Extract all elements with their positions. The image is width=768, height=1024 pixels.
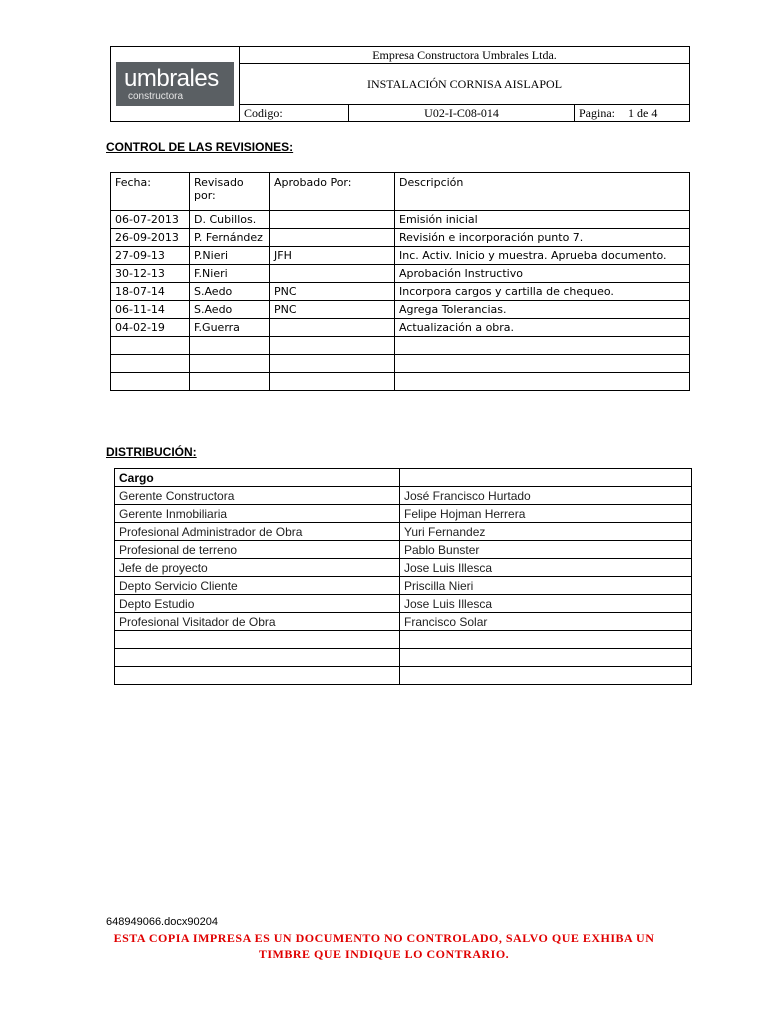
code-value: U02-I-C08-014 [349,105,575,122]
revisions-title: CONTROL DE LAS REVISIONES: [106,140,294,154]
distribution-cell: Profesional Administrador de Obra [115,523,400,541]
revision-cell: 06-07-2013 [111,211,190,229]
logo-sub: constructora [128,91,184,102]
table-row [111,247,690,265]
table-row [115,595,692,613]
table-row [115,577,692,595]
revision-cell: Agrega Tolerancias. [395,301,690,319]
revision-cell [395,373,690,391]
document-file-code: 648949066.docx90204 [106,916,218,928]
distribution-cell: Felipe Hojman Herrera [400,505,692,523]
distribution-cell: Yuri Fernandez [400,523,692,541]
distribution-cell: Pablo Bunster [400,541,692,559]
revision-cell [270,337,395,355]
revision-cell [270,319,395,337]
disclaimer-line-1: ESTA COPIA IMPRESA ES UN DOCUMENTO NO CONTROLADO, SALVO QUE EXHIBA UN [113,931,655,945]
table-row [115,505,692,523]
distribution-cell: Jose Luis Illesca [400,595,692,613]
distribution-header-row [115,469,692,487]
page-label: Pagina: [579,105,615,120]
revision-cell: P.Nieri [190,247,270,265]
revision-cell [270,373,395,391]
revision-cell [270,211,395,229]
logo-cell [111,47,240,122]
table-row [111,355,690,373]
revision-cell: P. Fernández [190,229,270,247]
distribution-title: DISTRIBUCIÓN: [106,445,197,459]
distribution-cell [400,649,692,667]
revision-header-cell: Aprobado Por: [270,173,395,211]
distribution-header-cell: Cargo [115,469,400,487]
table-row [115,667,692,685]
distribution-cell: Depto Servicio Cliente [115,577,400,595]
revision-cell: S.Aedo [190,301,270,319]
table-row [115,613,692,631]
company-name: Empresa Constructora Umbrales Ltda. [240,47,690,64]
table-row [111,265,690,283]
uncontrolled-copy-disclaimer [100,930,668,962]
revision-cell: F.Guerra [190,319,270,337]
code-label: Codigo: [240,105,349,122]
distribution-cell: Gerente Inmobiliaria [115,505,400,523]
revision-cell [190,337,270,355]
revisions-table [110,172,690,391]
revision-header-row [111,173,690,211]
table-row [115,487,692,505]
page-cell [575,105,690,122]
logo-brand: umbrales [124,65,219,92]
revision-cell: 18-07-14 [111,283,190,301]
revision-cell [270,229,395,247]
distribution-cell: Jose Luis Illesca [400,559,692,577]
table-row [115,649,692,667]
revision-header-cell: Descripción [395,173,690,211]
distribution-cell: Profesional Visitador de Obra [115,613,400,631]
table-row [111,229,690,247]
table-row [111,301,690,319]
revision-cell: Aprobación Instructivo [395,265,690,283]
distribution-cell [115,649,400,667]
distribution-cell [400,667,692,685]
revision-cell: 30-12-13 [111,265,190,283]
revision-cell: 06-11-14 [111,301,190,319]
revision-header-cell: Fecha: [111,173,190,211]
distribution-cell: Gerente Constructora [115,487,400,505]
table-row [115,559,692,577]
revision-cell [270,265,395,283]
page-value: 1 de 4 [628,105,658,120]
revision-cell: 26-09-2013 [111,229,190,247]
revision-cell [190,355,270,373]
revision-cell [111,337,190,355]
revision-cell [395,355,690,373]
revision-cell: Emisión inicial [395,211,690,229]
distribution-cell: Profesional de terreno [115,541,400,559]
distribution-cell [115,631,400,649]
revision-cell: Actualización a obra. [395,319,690,337]
table-row [111,283,690,301]
distribution-cell [115,667,400,685]
disclaimer-line-2: TIMBRE QUE INDIQUE LO CONTRARIO. [258,947,510,961]
distribution-header-cell [400,469,692,487]
distribution-cell [400,631,692,649]
revision-cell [270,355,395,373]
distribution-cell: José Francisco Hurtado [400,487,692,505]
revision-cell: Incorpora cargos y cartilla de chequeo. [395,283,690,301]
revision-cell [111,373,190,391]
revision-cell [111,355,190,373]
table-row [111,211,690,229]
distribution-table [114,468,692,685]
document-title: INSTALACIÓN CORNISA AISLAPOL [240,64,690,105]
table-row [111,319,690,337]
revision-cell: F.Nieri [190,265,270,283]
distribution-cell: Francisco Solar [400,613,692,631]
revision-cell: JFH [270,247,395,265]
distribution-cell: Jefe de proyecto [115,559,400,577]
revision-cell: 04-02-19 [111,319,190,337]
revision-header-cell: Revisado por: [190,173,270,211]
revision-cell: S.Aedo [190,283,270,301]
table-row [115,523,692,541]
revision-cell [395,337,690,355]
table-row [115,631,692,649]
revision-cell [190,373,270,391]
table-row [115,541,692,559]
table-row [111,337,690,355]
table-row [111,373,690,391]
revision-cell: D. Cubillos. [190,211,270,229]
revision-cell: Inc. Activ. Inicio y muestra. Aprueba documento. [395,247,690,265]
distribution-cell: Depto Estudio [115,595,400,613]
document-header [110,46,690,122]
revision-cell: Revisión e incorporación punto 7. [395,229,690,247]
revision-cell: PNC [270,283,395,301]
revision-cell: 27-09-13 [111,247,190,265]
distribution-cell: Priscilla Nieri [400,577,692,595]
revision-cell: PNC [270,301,395,319]
company-logo [116,62,234,106]
